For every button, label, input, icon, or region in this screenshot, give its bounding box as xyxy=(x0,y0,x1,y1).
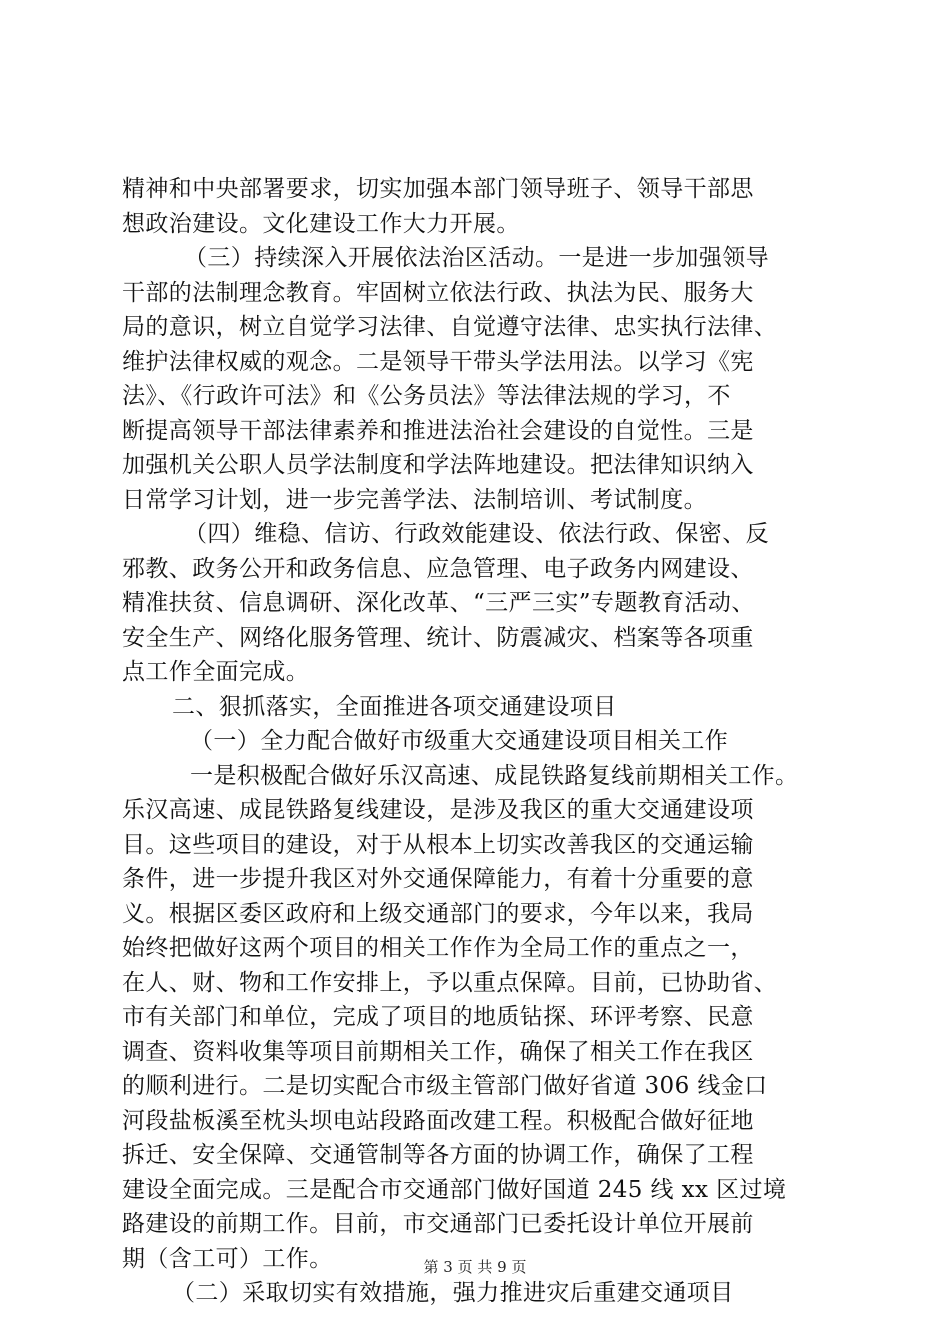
text-line: 始终把做好这两个项目的相关工作作为全局工作的重点之一， xyxy=(122,935,754,961)
text-line: 局的意识，树立自觉学习法律、自觉遵守法律、忠实执行法律、 xyxy=(122,314,778,340)
page-number-footer: 第 3 页 共 9 页 xyxy=(423,1258,527,1276)
text-line: 一是积极配合做好乐汉高速、成昆铁路复线前期相关工作。 xyxy=(190,762,799,789)
text-line: 精神和中央部署要求，切实加强本部门领导班子、领导干部思 xyxy=(122,176,754,202)
text-line: 日常学习计划，进一步完善学法、法制培训、考试制度。 xyxy=(122,486,707,513)
text-line: 的顺利进行。二是切实配合市级主管部门做好省道 306 线金口 xyxy=(122,1073,768,1099)
text-line: 乐汉高速、成昆铁路复线建设，是涉及我区的重大交通建设项 xyxy=(122,797,754,823)
text-line: 路建设的前期工作。目前，市交通部门已委托设计单位开展前 xyxy=(122,1211,754,1237)
text-line: 加强机关公职人员学法制度和学法阵地建设。把法律知识纳入 xyxy=(122,452,754,478)
document-body xyxy=(122,172,834,1311)
text-line: 目。这些项目的建设，对于从根本上切实改善我区的交通运输 xyxy=(122,831,754,858)
text-line: 断提高领导干部法律素养和推进法治社会建设的自觉性。三是 xyxy=(122,417,754,444)
text-line: 条件，进一步提升我区对外交通保障能力，有着十分重要的意 xyxy=(122,866,754,892)
text-line: 干部的法制理念教育。牢固树立依法行政、执法为民、服务大 xyxy=(122,279,754,306)
text-line: 建设全面完成。三是配合市交通部门做好国道 245 线 xx 区过境 xyxy=(122,1176,787,1203)
section-heading-line: （三）持续深入开展依法治区活动。一是进一步加强领导 xyxy=(184,245,769,271)
text-line: 市有关部门和单位，完成了项目的地质钻探、环评考察、民意 xyxy=(122,1004,754,1030)
text-line: 维护法律权威的观念。二是领导干带头学法用法。以学习《宪 xyxy=(122,348,754,375)
section-heading-line: （二）采取切实有效措施，强力推进灾后重建交通项目 xyxy=(172,1280,734,1306)
section-heading-line: （四）维稳、信访、行政效能建设、依法行政、保密、反 xyxy=(184,521,769,547)
text-line: 点工作全面完成。 xyxy=(122,659,310,685)
text-line: 精准扶贫、信息调研、深化改革、“三严三实”专题教育活动、 xyxy=(122,590,755,616)
text-line: 拆迁、安全保障、交通管制等各方面的协调工作，确保了工程 xyxy=(122,1142,754,1168)
text-line: 法》、《行政许可法》和《公务员法》等法律法规的学习，不 xyxy=(122,383,731,409)
text-line: 河段盐板溪至枕头坝电站段路面改建工程。积极配合做好征地 xyxy=(122,1107,754,1134)
text-line: 邪教、政务公开和政务信息、应急管理、电子政务内网建设、 xyxy=(122,555,754,582)
text-line: 义。根据区委区政府和上级交通部门的要求，今年以来，我局 xyxy=(122,900,754,927)
section-heading-line: （一）全力配合做好市级重大交通建设项目相关工作 xyxy=(190,728,729,754)
text-line: 在人、财、物和工作安排上，予以重点保障。目前，已协助省、 xyxy=(122,969,778,996)
chapter-heading-line: 二、狠抓落实，全面推进各项交通建设项目 xyxy=(172,693,617,720)
text-line: 安全生产、网络化服务管理、统计、防震减灾、档案等各项重 xyxy=(122,624,754,651)
text-line: 期（含工可）工作。 xyxy=(122,1245,333,1272)
text-line: 想政治建设。文化建设工作大力开展。 xyxy=(122,210,520,237)
text-line: 调查、资料收集等项目前期相关工作，确保了相关工作在我区 xyxy=(122,1038,754,1065)
